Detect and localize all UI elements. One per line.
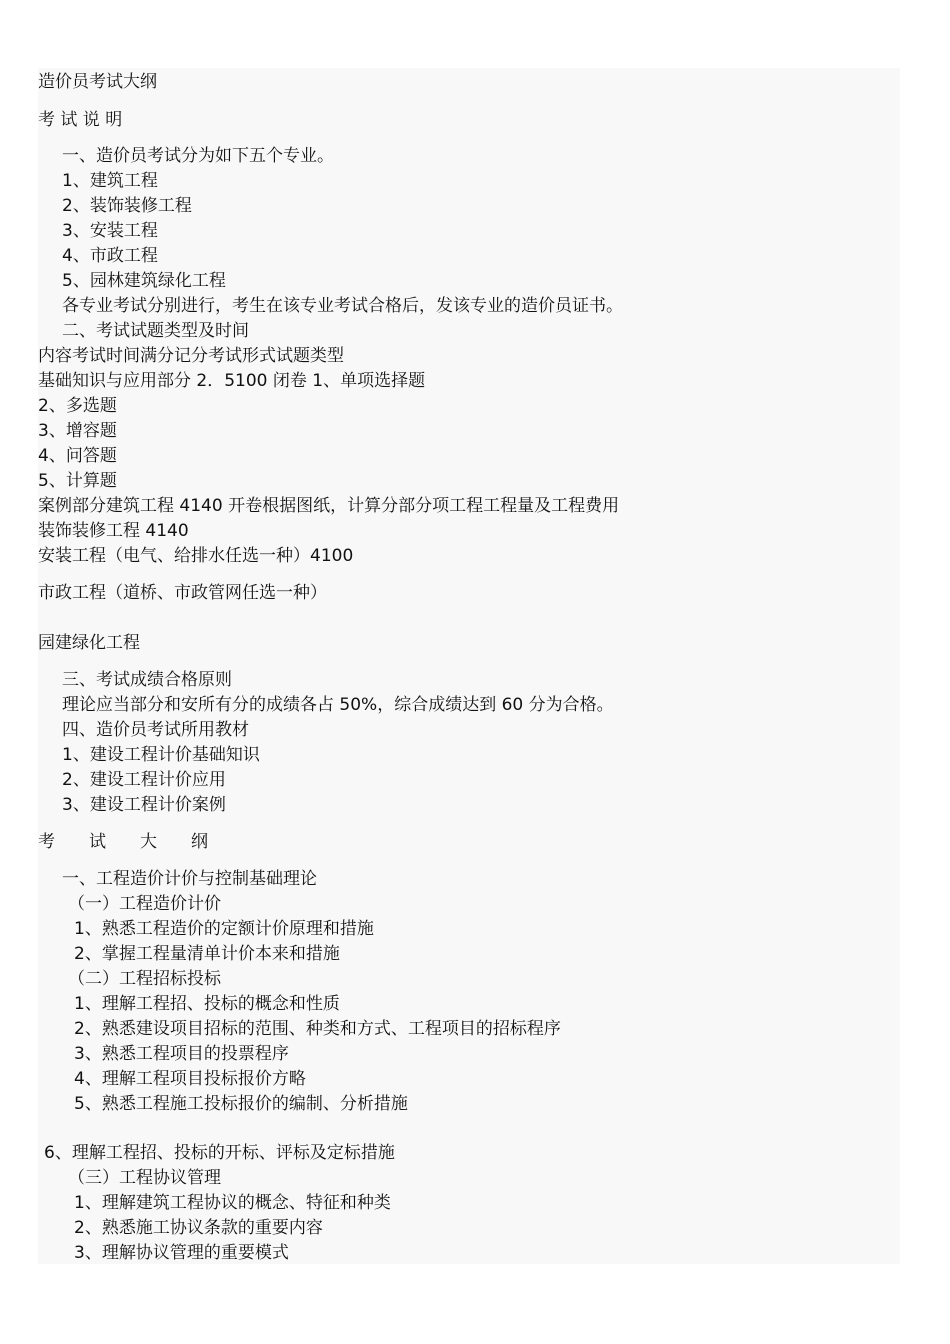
- document-page: [38, 68, 900, 1264]
- section-exam-notes: 考 试 说 明: [38, 110, 123, 130]
- outline-item: 1、理解建筑工程协议的概念、特征和种类: [74, 1193, 391, 1213]
- item3-text: 理论应当部分和安所有分的成绩各占 50%，综合成绩达到 60 分为合格。: [62, 695, 614, 715]
- question-type: 3、增容题: [38, 421, 117, 441]
- question-type: 5、计算题: [38, 471, 117, 491]
- textbook-item: 3、建设工程计价案例: [62, 795, 226, 815]
- outline-item: 6、理解工程招、投标的开标、评标及定标措施: [44, 1143, 395, 1163]
- major-item: 5、园林建筑绿化工程: [62, 271, 226, 291]
- outline-item: 4、理解工程项目投标报价方略: [74, 1069, 306, 1089]
- major-item: 3、安装工程: [62, 221, 158, 241]
- row-municipal: 市政工程（道桥、市政管网任选一种）: [38, 583, 327, 603]
- row-garden: 园建绿化工程: [38, 633, 140, 653]
- item3-heading: 三、考试成绩合格原则: [62, 670, 232, 690]
- item2-heading: 二、考试试题类型及时间: [62, 321, 249, 341]
- row-basic: 基础知识与应用部分 2．5100 闭卷 1、单项选择题: [38, 371, 426, 391]
- outline-item: 1、理解工程招、投标的概念和性质: [74, 994, 340, 1014]
- question-type: 4、问答题: [38, 446, 117, 466]
- row-case: 案例部分建筑工程 4140 开卷根据图纸，计算分部分项工程工程量及工程费用: [38, 496, 620, 516]
- outline-item: 2、熟悉施工协议条款的重要内容: [74, 1218, 323, 1238]
- outline-item: 1、熟悉工程造价的定额计价原理和措施: [74, 919, 374, 939]
- outline-subheading: （二）工程招标投标: [68, 969, 221, 989]
- table-header: 内容考试时间满分记分考试形式试题类型: [38, 346, 344, 366]
- outline-item: 2、熟悉建设项目招标的范围、种类和方式、工程项目的招标程序: [74, 1019, 561, 1039]
- outline-subheading: （三）工程协议管理: [68, 1168, 221, 1188]
- outline-item: 3、熟悉工程项目的投票程序: [74, 1044, 289, 1064]
- row-install: 安装工程（电气、给排水任选一种）4100: [38, 546, 354, 566]
- outline-item: 5、熟悉工程施工投标报价的编制、分析措施: [74, 1094, 408, 1114]
- section-outline: 考 试 大 纲: [38, 832, 208, 852]
- item1-heading: 一、造价员考试分为如下五个专业。: [62, 146, 334, 166]
- item4-heading: 四、造价员考试所用教材: [62, 720, 249, 740]
- textbook-item: 2、建设工程计价应用: [62, 770, 226, 790]
- outline-heading: 一、工程造价计价与控制基础理论: [62, 869, 317, 889]
- doc-title: 造价员考试大纲: [38, 72, 157, 92]
- row-decoration: 装饰装修工程 4140: [38, 521, 189, 541]
- outline-item: 3、理解协议管理的重要模式: [74, 1243, 289, 1263]
- major-item: 1、建筑工程: [62, 171, 158, 191]
- outline-item: 2、掌握工程量清单计价本来和措施: [74, 944, 340, 964]
- question-type: 2、多选题: [38, 396, 117, 416]
- major-item: 4、市政工程: [62, 246, 158, 266]
- majors-note: 各专业考试分别进行，考生在该专业考试合格后，发该专业的造价员证书。: [62, 296, 623, 316]
- textbook-item: 1、建设工程计价基础知识: [62, 745, 260, 765]
- outline-subheading: （一）工程造价计价: [68, 894, 221, 914]
- major-item: 2、装饰装修工程: [62, 196, 192, 216]
